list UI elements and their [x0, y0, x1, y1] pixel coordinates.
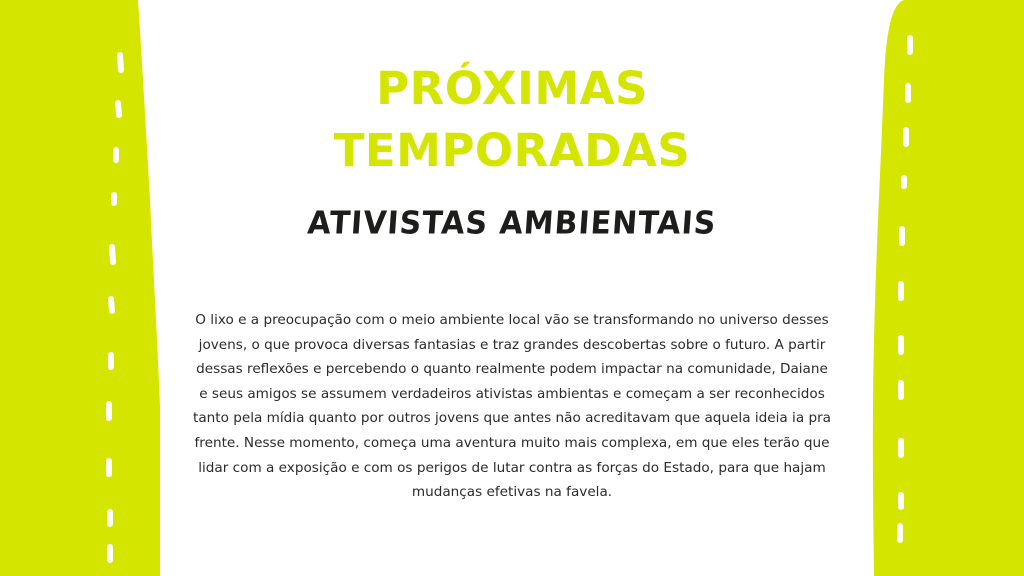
page-title: [0, 58, 1024, 182]
description-paragraph: O lixo e a preocupação com o meio ambiente local vão se transformando no universo desses jovens, o que provoca diversas fantasias e traz grandes descobertas sobre o futuro. A partir dessas reflexões e percebendo o quanto realmente podem impactar na comunidade, Daiane e seus amigos se assumem verdadeiros ativistas ambientas e começam a ser reconhecidos tanto pela mídia quanto por outros jovens que antes não acreditavam que aquela ideia ia pra frente. Nesse momento, começa uma aventura muito mais complexa, em que eles terão que lidar com a exposição e com os perigos de lutar contra as forças do Estado, para que hajam mudanças efetivas na favela.: [192, 312, 832, 501]
section-subtitle: ATIVISTAS AMBIENTAIS: [306, 205, 718, 242]
title-line-1: PRÓXIMAS: [376, 62, 648, 115]
title-line-2: TEMPORADAS: [333, 124, 691, 177]
